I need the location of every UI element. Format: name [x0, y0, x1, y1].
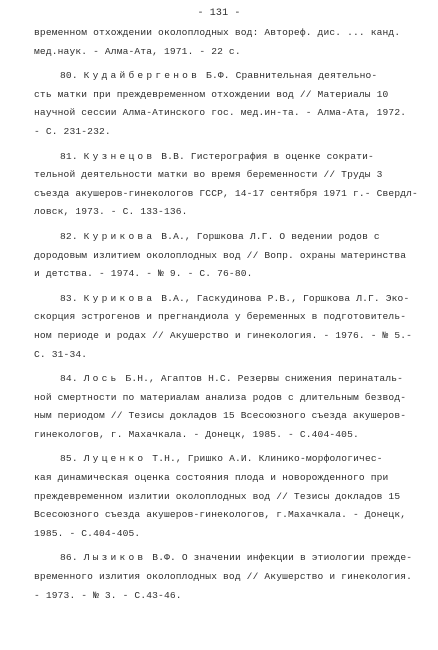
bibliography-entry	[34, 228, 426, 284]
entry-text-line: гинекологов, г. Махачкала. - Донецк, 1985. - С.404-405.	[34, 428, 359, 440]
entry-text-line: и детства. - 1974. - № 9. - С. 76-80.	[34, 268, 253, 280]
entry-number: 82.	[60, 230, 78, 242]
entry-text-line: Всесоюзного съезда акушеров-гинекологов, г.Махачкала. - Донецк,	[34, 509, 407, 521]
entry-first-line-text: Т.Н., Гришко А.И. Клинико-морфологичес-	[152, 453, 383, 465]
entry-text-line: преждевременном излитии околоплодных вод // Тезисы докладов 15	[34, 490, 401, 502]
entry-author-spaced: Луценко	[83, 453, 147, 465]
entry-first-line-text: В.В. Гистерография в оценке сократи-	[161, 150, 374, 162]
entry-text-line: мед.наук. - Алма-Ата, 1971. - 22 с.	[34, 45, 241, 57]
entry-text-line: скорция эстрогенов и прегнандиола у беременных в подготовитель-	[34, 311, 407, 323]
bibliography-list	[34, 24, 426, 605]
entry-first-line-text: Б.Ф. Сравнительная деятельно-	[206, 70, 378, 82]
entry-first-line	[34, 290, 426, 309]
entry-text-line: временного излития околоплодных вод // Акушерство и гинекология.	[34, 571, 413, 583]
entry-first-line	[34, 228, 426, 247]
bibliography-entry	[34, 370, 426, 444]
entry-text-line: дородовым излитием околоплодных вод // Вопр. охраны материнства	[34, 249, 407, 261]
bibliography-entry	[34, 24, 426, 61]
entry-text-line: кая динамическая оценка состояния плода и новорожденного при	[34, 472, 389, 484]
entry-author-spaced: Лось	[83, 373, 120, 385]
page-number: - 131 -	[197, 8, 241, 19]
entry-first-line	[34, 549, 426, 568]
bibliography-entry	[34, 148, 426, 222]
entry-number: 83.	[60, 292, 78, 304]
entry-text-line: ном периоде и родах // Акушерство и гинекология. - 1976. - № 5.-	[34, 329, 413, 341]
entry-text-line: - С. 231-232.	[34, 125, 111, 137]
entry-number: 81.	[60, 150, 78, 162]
entry-text-line: 1985. - С.404-405.	[34, 527, 141, 539]
bibliography-entry	[34, 450, 426, 543]
entry-text-line: тельной деятельности матки во время беременности // Труды 3	[34, 169, 383, 181]
entry-first-line	[34, 67, 426, 86]
entry-author-spaced: Лызиков	[83, 552, 147, 564]
entry-number: 80.	[60, 70, 78, 82]
entry-text-line: ным периодом // Тезисы докладов 15 Всесоюзного съезда акушеров-	[34, 410, 407, 422]
entry-first-line-text: В.Ф. О значении инфекции в этиологии прежде-	[152, 552, 413, 564]
entry-first-line	[34, 450, 426, 469]
entry-first-line-text: В.А., Гаскудинова Р.В., Горшкова Л.Г. Эко-	[161, 292, 410, 304]
entry-first-line	[34, 370, 426, 389]
entry-number: 84.	[60, 373, 78, 385]
entry-text-line: сть матки при преждевременном отхождении вод // Материалы 10	[34, 88, 389, 100]
entry-text-line: С. 31-34.	[34, 348, 88, 360]
entry-first-line-text: Б.Н., Агаптов Н.С. Резервы снижения перинаталь-	[125, 373, 404, 385]
bibliography-entry	[34, 290, 426, 364]
entry-number: 85.	[60, 453, 78, 465]
entry-author-spaced: Курикова	[83, 292, 156, 304]
entry-author-spaced: Кузнецов	[83, 150, 156, 162]
entry-text-line: ловск, 1973. - С. 133-136.	[34, 206, 188, 218]
entry-text-line: временном отхождении околоплодных вод: Автореф. дис. ... канд.	[34, 27, 401, 38]
entry-author-spaced: Кудайбергенов	[83, 70, 201, 82]
entry-text-line: ной смертности по материалам анализа родов с длительным безвод-	[34, 391, 407, 403]
entry-text-line: съезда акушеров-гинекологов ГССР, 14-17 сентября 1971 г.- Свердл-	[34, 187, 418, 199]
bibliography-entry	[34, 549, 426, 605]
bibliography-entry	[34, 67, 426, 141]
entry-text-line: - 1973. - № 3. - С.43-46.	[34, 589, 182, 601]
entry-first-line-text: В.А., Горшкова Л.Г. О ведении родов с	[161, 230, 380, 242]
entry-number: 86.	[60, 552, 78, 564]
entry-first-line	[34, 148, 426, 167]
entry-text-line: научной сессии Алма-Атинского гос. мед.ин-та. - Алма-Ата, 1972.	[34, 107, 407, 119]
entry-author-spaced: Курикова	[83, 230, 156, 242]
